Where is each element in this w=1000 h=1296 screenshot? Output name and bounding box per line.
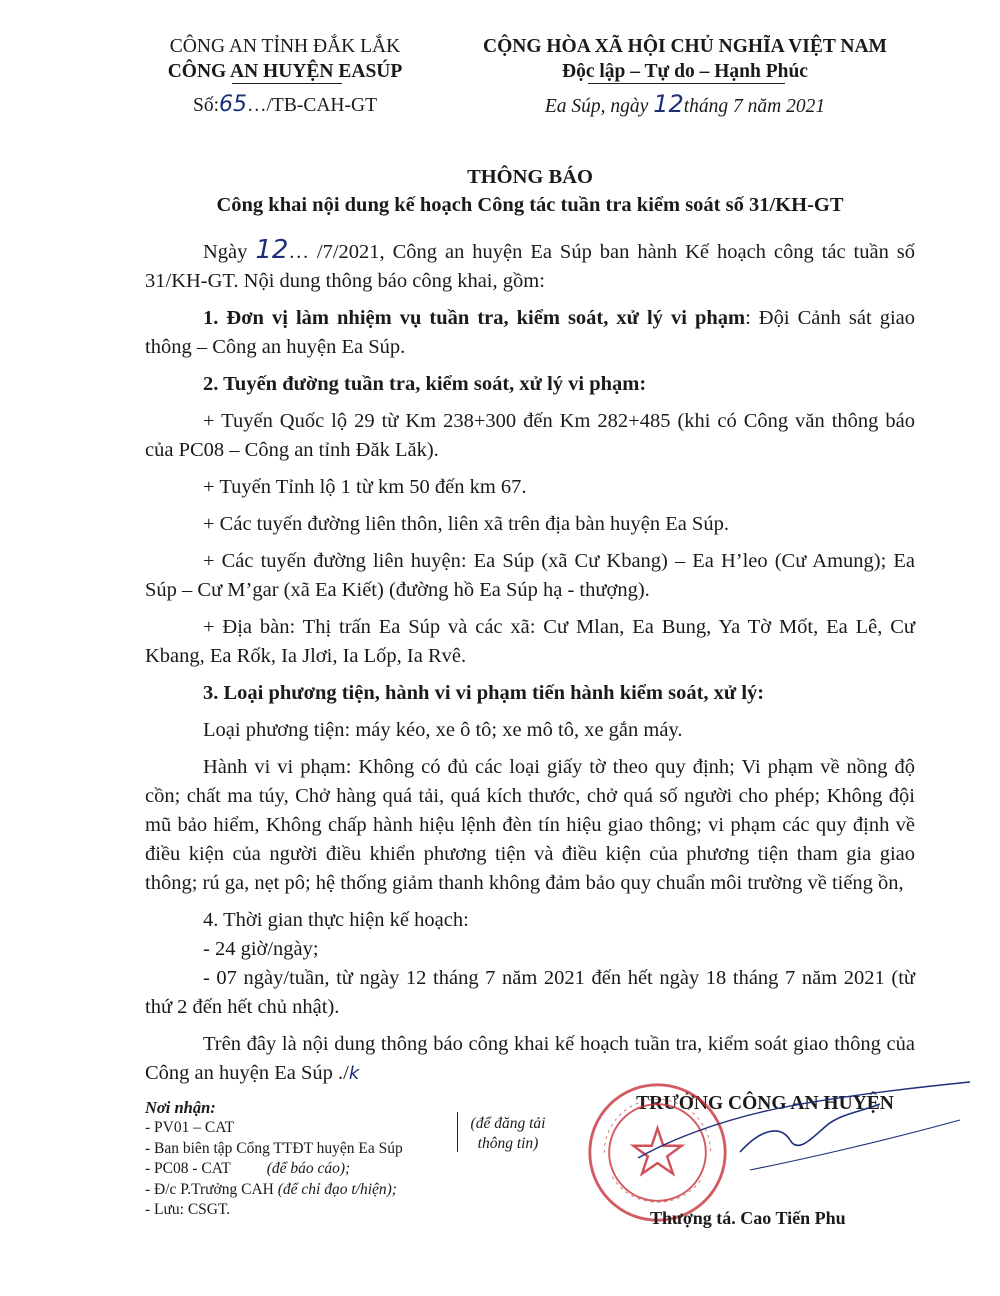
recipients-heading: Nơi nhận: [145,1098,216,1117]
section-2-heading: 2. Tuyến đường tuần tra, kiểm soát, xử lý vi phạm: [203,373,647,395]
route-item: + Địa bàn: Thị trấn Ea Súp và các xã: Cư Mlan, Ea Bung, Ya Tờ Mốt, Ea Lê, Cư Kbang, Ea Rốk, Ia Jlơi, Ia Lốp, Ia Rvê. [145,616,915,667]
document-number: Số:65…/TB-CAH-GT [192,92,377,117]
issuing-authority-parent: CÔNG AN TỈNH ĐẮK LẮK [169,36,401,57]
recipient-item: - Ban biên tập Cổng TTĐT huyện Ea Súp [145,1139,403,1157]
handwritten-signature-icon [630,1080,975,1190]
recipient-item: - PC08 - CAT (để báo cáo); [145,1160,351,1177]
issuing-authority: CÔNG AN HUYỆN EASÚP [167,61,403,82]
vehicle-types: Loại phương tiện: máy kéo, xe ô tô; xe mô tô, xe gắn máy. [203,719,683,741]
route-item: + Tuyến Tỉnh lộ 1 từ km 50 đến km 67. [203,476,527,498]
initials-mark: k [348,1063,360,1084]
header-left-underline [232,83,342,84]
header-right-underline [588,83,785,84]
signer-name: Thượng tá. Cao Tiến Phu [650,1208,846,1228]
time-item: - 07 ngày/tuần, từ ngày 12 tháng 7 năm 2021 đến hết ngày 18 tháng 7 năm 2021 (từ thứ 2 đến hết chủ nhật). [145,967,915,1018]
notice-title [140,163,920,219]
recipients-list [145,1118,403,1221]
violation-types: Hành vi vi phạm: Không có đủ các loại giấy tờ theo quy định; Vi phạm về nồng độ cồn; chất ma túy, Chở hàng quá tải, quá kích thước, chở quá số người cho phép; Không đội mũ bảo hiểm, Không chấp hành hiệu lệnh đèn tín hiệu giao thông; vi phạm các quy định về điều kiện của người điều khiển phương tiện và điều kiện của phương tiện tham gia giao thông; rú ga, nẹt pô; hệ thống giảm thanh không đảm bảo quy chuẩn môi trường về tiếng ồn, [145,756,915,894]
route-item: + Tuyến Quốc lộ 29 từ Km 238+300 đến Km 282+485 (khi có Công văn thông báo của PC08 – Công an tỉnh Đăk Lăk). [145,410,915,461]
time-item: - 24 giờ/ngày; [203,938,319,960]
section-4-heading: 4. Thời gian thực hiện kế hoạch: [203,909,469,931]
handwritten-date: 12 [255,235,289,265]
intro-paragraph: Ngày 12… /7/2021, Công an huyện Ea Súp ban hành Kế hoạch công tác tuần số 31/KH-GT. Nội dung thông báo công khai, gồm: [145,235,915,292]
header-right [425,34,945,119]
national-title: CỘNG HÒA XÃ HỘI CHỦ NGHĨA VIỆT NAM [483,36,887,57]
header-left [95,34,475,118]
recipients-post-note: (để đăng tải thông tin) [470,1115,546,1152]
recipient-item: - Đ/c P.Trưởng CAH (để chỉ đạo t/hiện); [145,1180,397,1198]
section-3-heading: 3. Loại phương tiện, hành vi vi phạm tiến hành kiểm soát, xử lý: [203,682,765,704]
national-motto: Độc lập – Tự do – Hạnh Phúc [562,61,808,82]
closing-paragraph: Trên đây là nội dung thông báo công khai kế hoạch tuần tra, kiểm soát giao thông của Công an huyện Ea Súp ./k [145,1033,915,1084]
route-item: + Các tuyến đường liên huyện: Ea Súp (xã Cư Kbang) – Ea H’leo (Cư Amung); Ea Súp – Cư M’gar (xã Ea Kiết) (đường hồ Ea Súp hạ - thượng). [145,550,915,601]
notice-body [145,236,915,1088]
route-item: + Các tuyến đường liên thôn, liên xã trên địa bàn huyện Ea Súp. [203,513,729,535]
issue-date: Ea Súp, ngày 12tháng 7 năm 2021 [544,90,826,118]
recipient-item: - Lưu: CSGT. [145,1201,231,1218]
title-sub: Công khai nội dung kế hoạch Công tác tuần tra kiểm soát số 31/KH-GT [216,194,844,216]
recipient-item: - PV01 – CAT [145,1119,235,1136]
signer-title: TRƯỞNG CÔNG AN HUYỆN [636,1093,894,1114]
title-main: THÔNG BÁO [467,166,593,188]
handwritten-day: 12 [653,90,684,118]
section-1: 1. Đơn vị làm nhiệm vụ tuần tra, kiểm soát, xử lý vi phạm: Đội Cảnh sát giao thông – Công an huyện Ea Súp. [145,307,915,358]
handwritten-number: 65 [219,92,247,117]
